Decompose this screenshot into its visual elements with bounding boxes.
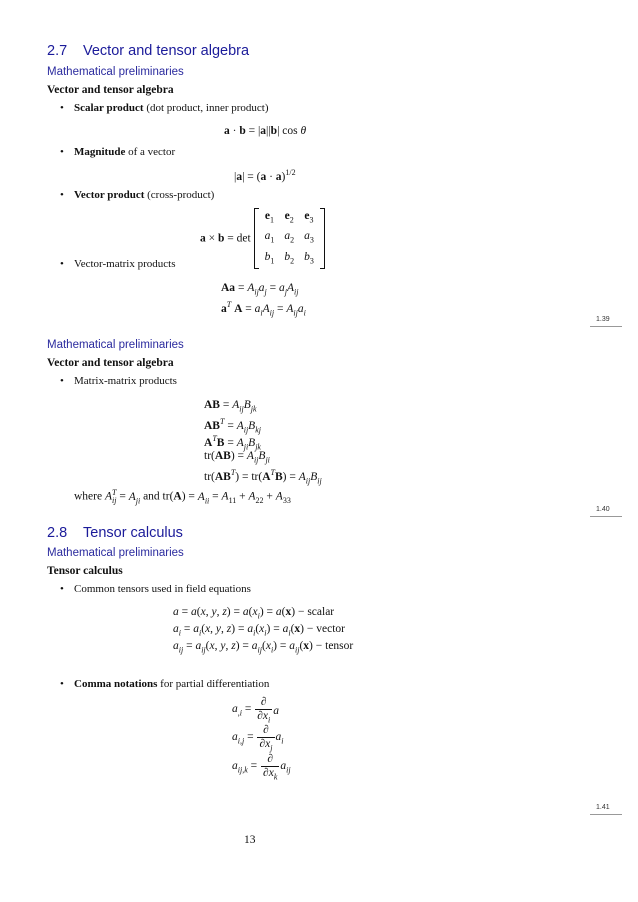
- equation-scalar-product: a · b = |a||b| cos θ: [224, 125, 307, 137]
- bullet-matrix-matrix: [60, 375, 177, 387]
- bullet-vector-product: [60, 189, 214, 201]
- bullet-scalar-product: [60, 102, 269, 114]
- and-word: and: [143, 490, 160, 503]
- slide-number: 1.40: [596, 506, 610, 513]
- bullet-text: (cross-product): [144, 189, 215, 201]
- slide-divider: [590, 814, 622, 815]
- equation-comma-2: $a_{i,j}$ = $\frac{\partial}{\partial x_j}$ $a_i$: [232, 724, 284, 753]
- equation-vector-field: $a_i = a_i(x$, y, $z) = a_i(x_i) = a_i(x)$ − vector: [173, 623, 345, 638]
- bullet-icon: •: [60, 375, 64, 387]
- bullet-text: for partial differentiation: [157, 678, 270, 690]
- equation-mm-4: $tr(AB) = A_{ij}B_{ji}$: [204, 450, 270, 465]
- bullet-text: Common tensors used in field equations: [74, 583, 251, 595]
- scalar-word: scalar: [307, 606, 335, 618]
- slide-heading: Vector and tensor algebra: [47, 84, 174, 96]
- bullet-magnitude: [60, 146, 175, 158]
- bullet-text: of a vector: [125, 146, 176, 158]
- equation-comma-3: $a_{ij,k}$ = $\frac{\partial}{\partial x_k}$ $a_{ij}$: [232, 753, 291, 782]
- section-heading-2-8: [47, 525, 183, 541]
- bullet-icon: •: [60, 258, 64, 270]
- equation-mm-3: $A^TB = A_{ji}B_{jk}$: [204, 434, 261, 452]
- bullet-text: (dot product, inner product): [143, 102, 269, 114]
- determinant-matrix: $e_1$ $e_2$ $e_3$ $a_1$ $a_2$ $a_3$ $b_1$ $b_2$ $b_3$: [254, 208, 325, 269]
- equation-vector-matrix-1: $Aa = A_{ij}a_j = a_jA_{ij}$: [221, 282, 299, 297]
- bullet-icon: •: [60, 189, 64, 201]
- equation-where-trace: where AT ij = $A_{ji}$ and $tr(A) = A_{ii} = A_{11} + A_{22} + A_{33}$: [74, 488, 291, 505]
- bullet-bold: Vector product: [74, 189, 145, 201]
- equation-tensor-field: $a_{ij} = a_{ij}(x$, y, $z) = a_{ij}(x_i) = a_{ij}(x)$ − tensor: [173, 640, 354, 655]
- section-title: Tensor calculus: [83, 525, 183, 541]
- bullet-comma-notations: [60, 678, 269, 690]
- bullet-text: Vector-matrix products: [74, 258, 176, 270]
- slide-heading: Vector and tensor algebra: [47, 357, 174, 369]
- bullet-bold: Magnitude: [74, 146, 126, 158]
- slide-divider: [590, 326, 622, 327]
- bullet-vector-matrix: [60, 258, 176, 270]
- vector-word: vector: [316, 623, 345, 635]
- equation-mm-5: $tr(AB^T) = tr(A^TB) = A_{ij}B_{ij}$: [204, 468, 322, 486]
- slide-subtitle: Mathematical preliminaries: [47, 339, 184, 351]
- section-number: 2.7: [47, 43, 68, 59]
- bullet-icon: •: [60, 146, 64, 158]
- slide-divider: [590, 516, 622, 517]
- page-number: 13: [244, 834, 256, 846]
- bullet-text: Matrix-matrix products: [74, 375, 177, 387]
- bullet-common-tensors: [60, 583, 251, 595]
- slide-number: 1.41: [596, 804, 610, 811]
- bullet-icon: •: [60, 102, 64, 114]
- equation-magnitude: $|a| = (a \cdot a)^{1/2}$: [234, 168, 296, 183]
- equation-scalar-field: a = a(x, y, $z) = a(x_i) = a(x)$ − scalar: [173, 606, 335, 621]
- equation-comma-1: $a_{,i}$ = $\frac{\partial}{\partial x_i}$ a: [232, 696, 280, 725]
- equation-vector-matrix-2: $a^T$ $A = a_iA_{ij} = A_{ij}a_i$: [221, 300, 306, 318]
- equation-mm-1: AB = $A_{ij}B_{jk}$: [204, 399, 257, 414]
- slide-subtitle: Mathematical preliminaries: [47, 66, 184, 78]
- tensor-word: tensor: [325, 640, 354, 652]
- bullet-icon: •: [60, 678, 64, 690]
- section-heading-2-7: [47, 43, 249, 59]
- bullet-icon: •: [60, 583, 64, 595]
- section-number: 2.8: [47, 525, 68, 541]
- slide-subtitle: Mathematical preliminaries: [47, 547, 184, 559]
- where-word: where: [74, 490, 103, 503]
- section-title: Vector and tensor algebra: [83, 43, 250, 59]
- equation-vector-product: a × b = det $e_1$ $e_2$ $e_3$ $a_1$ $a_2$ $a_3$ $b_1$ $b_2$ $b_3$: [200, 208, 325, 269]
- bullet-bold: Comma notations: [74, 678, 158, 690]
- bullet-bold: Scalar product: [74, 102, 144, 114]
- equation-mm-2: $AB^T = A_{ij}B_{kj}$: [204, 417, 261, 435]
- slide-heading: Tensor calculus: [47, 565, 123, 577]
- slide-number: 1.39: [596, 316, 610, 323]
